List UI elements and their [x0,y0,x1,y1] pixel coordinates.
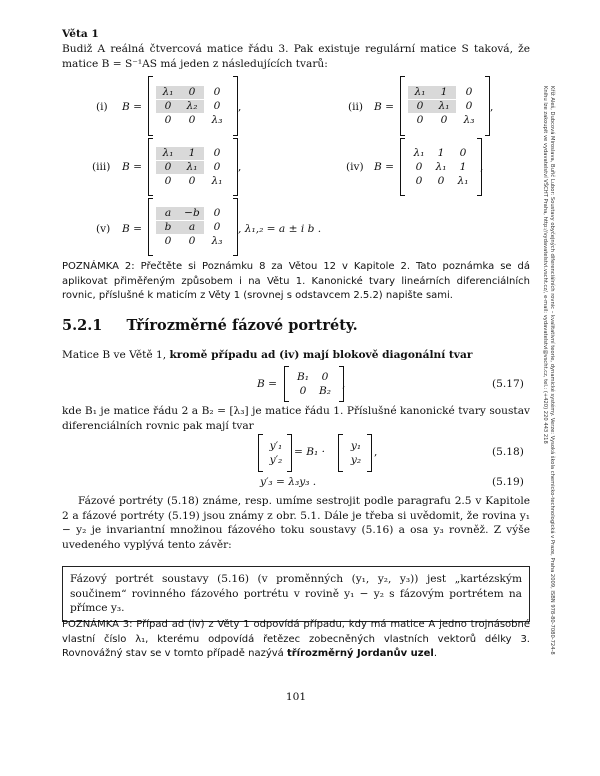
matrix-517: B₁ 0 0 B₂ [284,366,344,402]
eq517-number: (5.17) [492,378,524,390]
paragraph-phase: Fázové portréty (5.18) známe, resp. umíme sestrojit podle paragrafu 2.5 v Kapitole 2 a fázové portréty (5.19) jsou známy z obr. 5.1. Dále je třeba si uvědomit, že rovina y₁ − y₂ je invariantní množinou fázového toku soustavy (5.16) a osa y₃ rovněž. Z výše uvedeného vyplývá tento závěr: [62,495,530,551]
paragraph-b1: kde B₁ je matice řádu 2 a B₂ = [λ₃] je matice řádu 1. Příslušné kanonické tvary soustav diferenciálních rovnic pak mají tvar [62,405,530,432]
matrix-iii: λ₁ 1 0 0 λ₁ 0 0 0 λ₁ [148,138,238,196]
document-page [62,0,530,776]
lead-paragraph: Matice B ve Větě 1, kromě případu ad (iv) mají blokově diagonální tvar [62,349,473,361]
form-label-iv: (iv) [346,161,364,173]
form-v-lhs: B = [122,223,143,235]
form-ii-lhs: B = [374,101,395,113]
matrix-iv: λ₁ 1 0 0 λ₁ 1 0 0 λ₁ [400,138,482,196]
matrix-ii: λ₁ 1 0 0 λ₁ 0 0 0 λ₃ [400,76,490,136]
eq518-number: (5.18) [492,446,524,458]
form-i-tail: , [238,101,242,113]
section-heading [62,319,358,334]
boxed-statement: Fázový portrét soustavy (5.16) (v proměnných (y₁, y₂, y₃)) jest „kartézským součinem“ rovinného fázového portrétu v rovině y₁ − y₂ s fázovým portrétem na přímce y₃. [62,566,530,622]
theorem-title: Věta 1 [62,28,99,40]
note-3: POZNÁMKA 3: Případ ad (iv) z Věty 1 odpovídá případu, kdy má matice A jedno trojnásobné vlastní číslo λ₁, kterému odpovídá řetězec zobecněných vlastních vektorů délky 3. Rovnovážný stav se v tomto případě nazývá třírozměrný Jordanův uzel. [62,619,530,660]
form-label-v: (v) [96,223,111,235]
form-label-i: (i) [96,101,108,113]
form-label-ii: (ii) [348,101,364,113]
eq517-lhs: B = [257,378,278,390]
eq518-tail: , [374,446,378,458]
form-label-iii: (iii) [92,161,111,173]
note-2: POZNÁMKA 2: Přečtěte si Poznámku 8 za Větou 12 v Kapitole 2. Tato poznámka se dá aplikovat přiměřeným způsobem i na Větu 1. Kanonické tvary lineárních diferenciálních rovnic, příslušné k maticím z Věty 1 (srovnej s odstavcem 2.5.2) napište sami. [62,261,530,302]
eq517-tail: , [342,378,346,390]
form-iii-tail: , [238,161,242,173]
vector-rhs-518: y₁ y₂ [338,434,372,472]
eq518-mid: = B₁ · [294,446,326,458]
form-iv-lhs: B = [374,161,395,173]
form-ii-tail: , [490,101,494,113]
section-title: Třírozměrné fázové portréty. [126,317,358,334]
eq519: y′₃ = λ₃y₃ . [260,476,317,488]
side-note [543,86,557,726]
note3-bold: třírozměrný Jordanův uzel [286,648,434,660]
section-number: 5.2.1 [62,317,103,334]
matrix-v: a −b 0 b a 0 0 0 λ₃ [148,198,238,256]
form-v-tail: , λ₁,₂ = a ± i b . [238,223,322,235]
eq519-number: (5.19) [492,476,524,488]
form-iii-lhs: B = [122,161,143,173]
theorem-intro: Budiž A reálná čtvercová matice řádu 3. Pak existuje regulární matice S taková, že matice B = S⁻¹AS má jeden z následujících tvarů: [62,43,530,70]
side-note-line2: Knihu lze zakoupit ve vydavatelství VŠCHT Praha, http://vydavatelstvi.vscht.cz/, e-mail: vydavatelstvi@vscht.cz, tel.: (+420) 220 443 218 [542,86,548,444]
vector-lhs-518: y′₁ y′₂ [258,434,292,472]
lead-bold: kromě případu ad (iv) mají blokově diagonální tvar [169,349,473,361]
matrix-i: λ₁ 0 0 0 λ₂ 0 0 0 λ₃ [148,76,238,136]
form-i-lhs: B = [122,101,143,113]
side-note-line1: Kříž Aleš, Dubcová Miroslava, Buřič Lubor: Soustavy obyčejných diferenciálních rovnic – kvalitativní teorie, dynamické systémy. Verze: Vysoká škola chemicko-technologická v Praze, Praha 2009, ISBN 978-80-7080-724-8 [549,86,555,655]
form-iv-tail: , [480,161,484,173]
page-number: 101 [285,691,307,703]
